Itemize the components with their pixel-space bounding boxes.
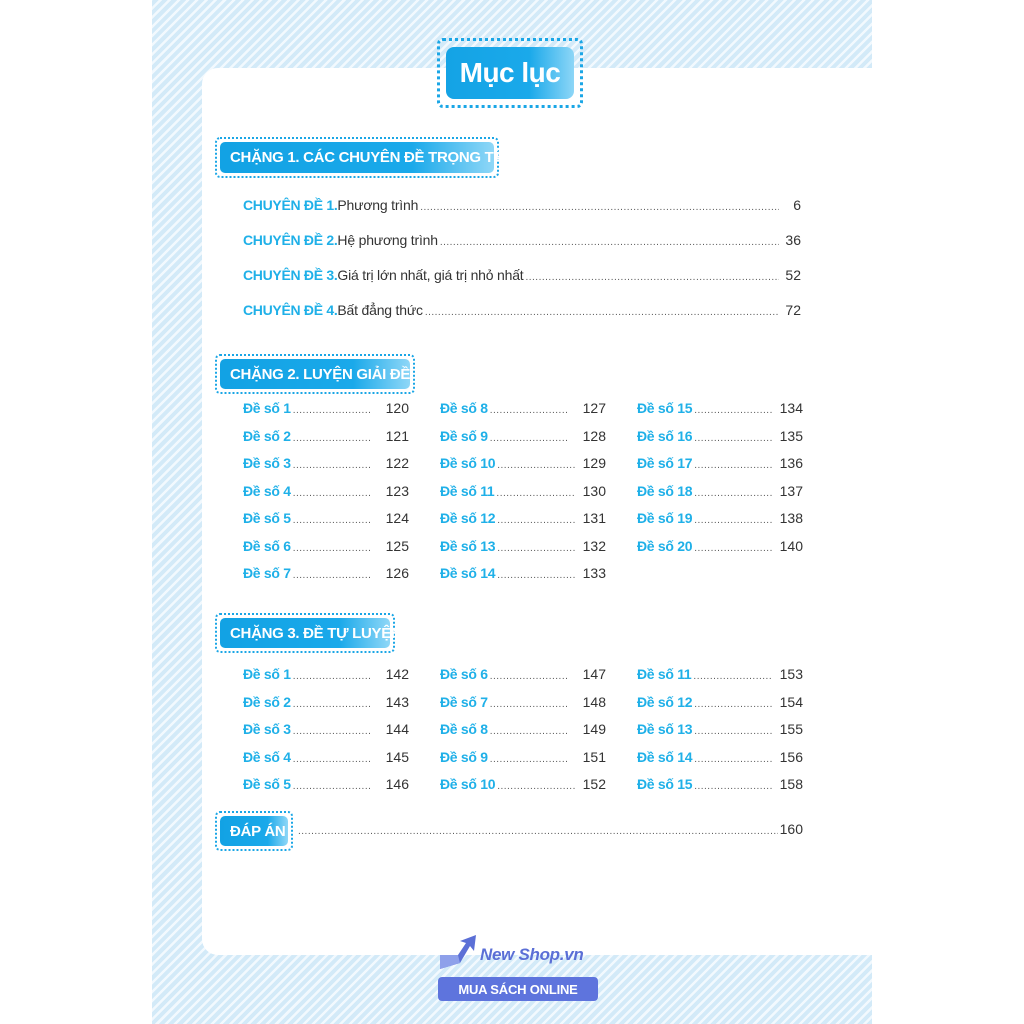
item-label: Đề số 15: [637, 400, 693, 416]
list-item[interactable]: [637, 510, 803, 538]
list-item[interactable]: [637, 749, 803, 777]
page-number: 134: [779, 400, 803, 416]
chapter3-column-2: [440, 666, 606, 804]
topic-row[interactable]: [243, 197, 801, 217]
chapter3-heading: CHẶNG 3. ĐỀ TỰ LUYỆN: [220, 618, 390, 648]
item-label: Đề số 5: [243, 510, 291, 526]
dot-leader: [694, 754, 772, 765]
dot-leader: [293, 488, 371, 499]
topic-label: CHUYÊN ĐỀ 2.: [243, 232, 338, 248]
page-number: 160: [779, 821, 803, 837]
page-number: 126: [385, 565, 409, 581]
list-item[interactable]: [243, 721, 409, 749]
page-number: 145: [385, 748, 409, 765]
item-label: Đề số 6: [243, 537, 291, 554]
item-label: Đề số 20: [637, 537, 693, 554]
dot-leader: [490, 754, 568, 765]
topic-row[interactable]: [243, 267, 801, 287]
topic-label: CHUYÊN ĐỀ 1.: [243, 197, 338, 213]
page-number: 6: [793, 197, 801, 213]
page-number: 52: [785, 267, 801, 283]
item-label: Đề số 9: [440, 427, 488, 444]
dot-leader: [490, 726, 568, 737]
dot-leader: [293, 781, 371, 792]
page-number: 129: [582, 455, 606, 471]
list-item[interactable]: [440, 538, 606, 566]
page-number: 72: [785, 302, 801, 318]
page-number: 154: [779, 693, 803, 710]
page-number: 156: [779, 748, 803, 765]
list-item[interactable]: [637, 776, 803, 804]
item-label: Đề số 10: [440, 776, 496, 792]
page-number: 122: [385, 455, 409, 471]
dot-leader: [440, 237, 779, 248]
topic-label: CHUYÊN ĐỀ 4.: [243, 302, 338, 318]
item-label: Đề số 8: [440, 400, 488, 416]
item-label: Đề số 11: [637, 666, 692, 682]
page-number: 36: [785, 232, 801, 248]
page-number: 121: [385, 427, 409, 444]
dot-leader: [420, 202, 779, 213]
page-number: 131: [582, 510, 606, 526]
page-title: Mục lục: [446, 47, 574, 99]
topic-name: Phương trình: [337, 197, 419, 213]
item-label: Đề số 12: [440, 510, 496, 526]
item-label: Đề số 15: [637, 776, 693, 792]
list-item[interactable]: [243, 776, 409, 804]
list-item[interactable]: [440, 510, 606, 538]
item-label: Đề số 9: [440, 748, 488, 765]
page-number: 158: [779, 776, 803, 792]
item-label: Đề số 11: [440, 482, 495, 499]
list-item[interactable]: [243, 400, 409, 428]
dot-leader: [694, 699, 772, 710]
list-item[interactable]: [243, 666, 409, 694]
dot-leader: [298, 826, 778, 837]
item-label: Đề số 4: [243, 748, 291, 765]
item-label: Đề số 3: [243, 455, 291, 471]
page-number: 143: [385, 693, 409, 710]
list-item[interactable]: [440, 694, 606, 722]
list-item[interactable]: [440, 483, 606, 511]
dot-leader: [694, 405, 772, 416]
list-item[interactable]: [637, 694, 803, 722]
chapter2-column-2: [440, 400, 606, 593]
page-number: 144: [385, 721, 409, 737]
list-item[interactable]: [243, 538, 409, 566]
item-label: Đề số 5: [243, 776, 291, 792]
page-number: 155: [779, 721, 803, 737]
list-item[interactable]: [440, 776, 606, 804]
item-label: Đề số 14: [440, 565, 496, 581]
list-item[interactable]: [440, 666, 606, 694]
list-item[interactable]: [243, 455, 409, 483]
dot-leader: [525, 272, 779, 283]
item-label: Đề số 13: [440, 537, 496, 554]
list-item[interactable]: [440, 428, 606, 456]
dot-leader: [497, 460, 575, 471]
dot-leader: [694, 543, 772, 554]
dot-leader: [293, 754, 371, 765]
dot-leader: [497, 781, 575, 792]
dot-leader: [496, 488, 574, 499]
logo-top: [438, 933, 600, 973]
item-label: Đề số 13: [637, 721, 693, 737]
list-item[interactable]: [637, 666, 803, 694]
dot-leader: [293, 515, 371, 526]
page-number: 128: [582, 427, 606, 444]
item-label: Đề số 1: [243, 400, 291, 416]
dot-leader: [293, 405, 371, 416]
dot-leader: [293, 671, 371, 682]
list-item[interactable]: [637, 400, 803, 428]
answers-heading: ĐÁP ÁN: [220, 816, 288, 846]
list-item[interactable]: [243, 749, 409, 777]
item-label: Đề số 6: [440, 666, 488, 682]
topic-name: Giá trị lớn nhất, giá trị nhỏ nhất: [337, 267, 524, 283]
list-item[interactable]: [440, 749, 606, 777]
topic-name: Hệ phương trình: [337, 232, 438, 248]
dot-leader: [497, 515, 575, 526]
item-label: Đề số 4: [243, 482, 291, 499]
item-label: Đề số 18: [637, 482, 693, 499]
chapter1-frame: [215, 137, 517, 178]
answers-frame: [215, 811, 293, 851]
dot-leader: [497, 570, 575, 581]
page-number: 124: [385, 510, 409, 526]
dot-leader: [497, 543, 575, 554]
page-number: 147: [582, 666, 606, 682]
list-item[interactable]: [243, 565, 409, 593]
list-item[interactable]: [440, 721, 606, 749]
item-label: Đề số 16: [637, 427, 693, 444]
topic-row[interactable]: [243, 232, 801, 252]
item-label: Đề số 7: [440, 693, 488, 710]
dot-leader: [293, 699, 371, 710]
chapter2-heading: CHẶNG 2. LUYỆN GIẢI ĐỀ: [220, 359, 410, 389]
page-number: 135: [779, 427, 803, 444]
chapter3-frame: [215, 613, 402, 653]
list-item[interactable]: [637, 538, 803, 566]
brand-name: New Shop.vn: [480, 945, 584, 964]
page-number: 153: [779, 666, 803, 682]
page-number: 127: [582, 400, 606, 416]
page-number: 133: [582, 565, 606, 581]
chapter2-column-1: [243, 400, 409, 593]
item-label: Đề số 12: [637, 693, 693, 710]
page-number: 146: [385, 776, 409, 792]
list-item[interactable]: [637, 483, 803, 511]
dot-leader: [425, 307, 779, 318]
dot-leader: [293, 433, 371, 444]
item-label: Đề số 8: [440, 721, 488, 737]
dot-leader: [293, 543, 371, 554]
chapter2-column-3: [637, 400, 803, 565]
list-item[interactable]: [243, 483, 409, 511]
item-label: Đề số 19: [637, 510, 693, 526]
topic-label: CHUYÊN ĐỀ 3.: [243, 267, 338, 283]
list-item[interactable]: [440, 455, 606, 483]
page-number: 136: [779, 455, 803, 471]
page-number: 151: [582, 748, 606, 765]
list-item[interactable]: [440, 565, 606, 593]
dot-leader: [694, 515, 772, 526]
chapter3-column-3: [637, 666, 803, 804]
chapter1-heading: CHẶNG 1. CÁC CHUYÊN ĐỀ TRỌNG TÂM: [220, 142, 494, 173]
dot-leader: [490, 699, 568, 710]
dot-leader: [694, 781, 772, 792]
item-label: Đề số 17: [637, 455, 693, 471]
chapter2-frame: [215, 354, 415, 394]
newshop-logo[interactable]: [438, 933, 600, 1003]
item-label: Đề số 14: [637, 748, 693, 765]
dot-leader: [694, 488, 772, 499]
item-label: Đề số 3: [243, 721, 291, 737]
item-label: Đề số 7: [243, 565, 291, 581]
page-number: 130: [582, 482, 606, 499]
page-number: 142: [385, 666, 409, 682]
list-item[interactable]: [637, 721, 803, 749]
item-label: Đề số 2: [243, 427, 291, 444]
dot-leader: [293, 726, 371, 737]
tagline-badge: MUA SÁCH ONLINE: [438, 977, 598, 1001]
topic-row[interactable]: [243, 302, 801, 322]
dot-leader: [293, 570, 371, 581]
dot-leader: [694, 726, 772, 737]
list-item[interactable]: [440, 400, 606, 428]
page-number: 132: [582, 537, 606, 554]
dot-leader: [694, 433, 772, 444]
page-number: 125: [385, 537, 409, 554]
title-frame: [437, 38, 583, 108]
dot-leader: [490, 433, 568, 444]
item-label: Đề số 1: [243, 666, 291, 682]
list-item[interactable]: [637, 455, 803, 483]
page-number: 148: [582, 693, 606, 710]
list-item[interactable]: [637, 428, 803, 456]
arrow-icon: [438, 933, 478, 973]
dot-leader: [490, 671, 568, 682]
dot-leader: [293, 460, 371, 471]
page-number: 140: [779, 537, 803, 554]
item-label: Đề số 10: [440, 455, 496, 471]
dot-leader: [490, 405, 568, 416]
list-item[interactable]: [243, 694, 409, 722]
page-number: 149: [582, 721, 606, 737]
page-number: 123: [385, 482, 409, 499]
chapter3-column-1: [243, 666, 409, 804]
topic-name: Bất đẳng thức: [337, 302, 423, 318]
list-item[interactable]: [243, 510, 409, 538]
dot-leader: [693, 671, 771, 682]
page-number: 137: [779, 482, 803, 499]
page-number: 120: [385, 400, 409, 416]
item-label: Đề số 2: [243, 693, 291, 710]
page-number: 152: [582, 776, 606, 792]
page-number: 138: [779, 510, 803, 526]
dot-leader: [694, 460, 772, 471]
list-item[interactable]: [243, 428, 409, 456]
answers-row[interactable]: [296, 821, 803, 841]
